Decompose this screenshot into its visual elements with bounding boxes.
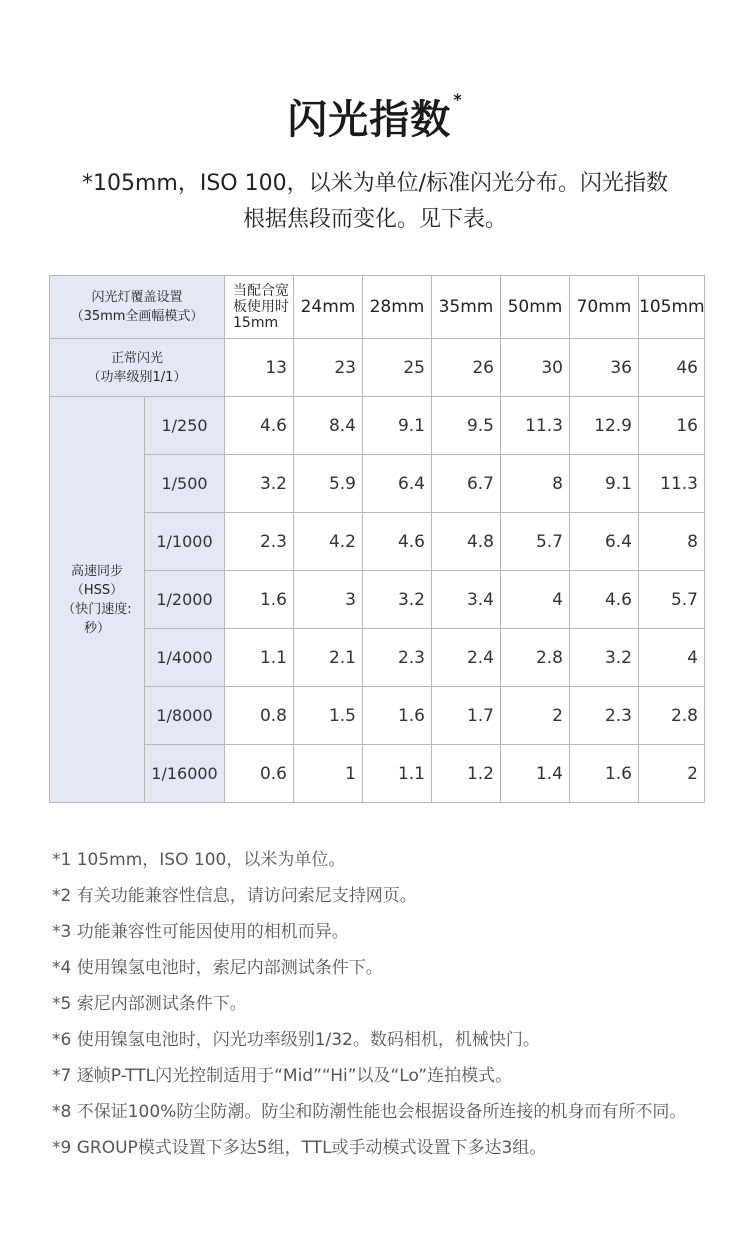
footnote: *5 索尼内部测试条件下。 [52, 994, 247, 1014]
table-cell: 6.7 [432, 455, 501, 513]
table-cell: 4.2 [294, 513, 363, 571]
table-cell: 36 [570, 339, 639, 397]
normal-flash-label [50, 339, 225, 397]
table-header-row [50, 276, 705, 339]
table-cell: 1 [294, 745, 363, 803]
table-cell: 6.4 [570, 513, 639, 571]
table-cell: 1.4 [501, 745, 570, 803]
shutter-speed-cell: 1/250 [145, 397, 225, 455]
table-cell: 1.2 [432, 745, 501, 803]
table-cell: 2 [639, 745, 705, 803]
table-cell: 3.2 [225, 455, 294, 513]
table-cell: 5.9 [294, 455, 363, 513]
table-cell: 26 [432, 339, 501, 397]
table-cell: 9.1 [570, 455, 639, 513]
table-cell: 4.8 [432, 513, 501, 571]
table-cell: 3 [294, 571, 363, 629]
footnote: *4 使用镍氢电池时，索尼内部测试条件下。 [52, 958, 383, 978]
table-cell: 1.6 [570, 745, 639, 803]
footnote: *3 功能兼容性可能因使用的相机而异。 [52, 922, 349, 942]
coverage-header-line-1: 闪光灯覆盖设置 [91, 290, 183, 305]
column-header: 105mm [639, 276, 705, 339]
table-cell: 6.4 [363, 455, 432, 513]
hss-row [50, 687, 705, 745]
table-cell: 1.6 [225, 571, 294, 629]
hss-label [50, 397, 145, 803]
table-cell: 3.4 [432, 571, 501, 629]
table-cell: 2 [501, 687, 570, 745]
table-cell: 4 [639, 629, 705, 687]
normal-flash-row [50, 339, 705, 397]
guide-number-table [49, 275, 705, 803]
table-cell: 2.1 [294, 629, 363, 687]
table-cell: 1.6 [363, 687, 432, 745]
table-cell: 8 [501, 455, 570, 513]
table-cell: 2.3 [363, 629, 432, 687]
normal-flash-label-line-2: （功率级别1/1） [87, 369, 187, 385]
table-cell: 16 [639, 397, 705, 455]
title-footnote-mark: * [453, 90, 463, 109]
footnote: *1 105mm，ISO 100，以米为单位。 [52, 850, 346, 870]
hss-label-line-1: 高速同步 [70, 563, 123, 579]
footnote: *6 使用镍氢电池时，闪光功率级别1/32。数码相机，机械快门。 [52, 1030, 540, 1050]
shutter-speed-cell: 1/16000 [145, 745, 225, 803]
table-cell: 5.7 [501, 513, 570, 571]
footnote: *2 有关功能兼容性信息，请访问索尼支持网页。 [52, 886, 417, 906]
table-cell: 11.3 [639, 455, 705, 513]
footnote: *7 逐帧P-TTL闪光控制适用于“Mid”“Hi”以及“Lo”连拍模式。 [52, 1066, 513, 1086]
hss-label-line-3: （快门速度: [62, 601, 132, 617]
column-header: 70mm [570, 276, 639, 339]
table-cell: 2.4 [432, 629, 501, 687]
coverage-setting-header [50, 276, 225, 339]
table-cell: 46 [639, 339, 705, 397]
table-cell: 23 [294, 339, 363, 397]
footnote: *9 GROUP模式设置下多达5组，TTL或手动模式设置下多达3组。 [52, 1138, 547, 1158]
coverage-header-line-2: （35mm全画幅模式） [70, 309, 204, 324]
column-header: 24mm [294, 276, 363, 339]
shutter-speed-cell: 1/500 [145, 455, 225, 513]
table-cell: 1.7 [432, 687, 501, 745]
table-cell: 25 [363, 339, 432, 397]
table-cell: 1.1 [225, 629, 294, 687]
table-cell: 0.8 [225, 687, 294, 745]
table-cell: 5.7 [639, 571, 705, 629]
column-header: 35mm [432, 276, 501, 339]
footnote: *8 不保证100%防尘防潮。防尘和防潮性能也会根据设备所连接的机身而有所不同。 [52, 1102, 687, 1122]
table-cell: 0.6 [225, 745, 294, 803]
hss-row [50, 455, 705, 513]
hss-row [50, 397, 705, 455]
shutter-speed-cell: 1/1000 [145, 513, 225, 571]
table-cell: 1.5 [294, 687, 363, 745]
table-cell: 8 [639, 513, 705, 571]
hss-row [50, 571, 705, 629]
table-cell: 9.1 [363, 397, 432, 455]
table-cell: 4.6 [225, 397, 294, 455]
title-text: 闪光指数 [287, 97, 452, 143]
subtitle-line-1: *105mm，ISO 100，以米为单位/标准闪光分布。闪光指数 [81, 171, 669, 196]
table-cell: 1.1 [363, 745, 432, 803]
shutter-speed-cell: 1/2000 [145, 571, 225, 629]
hss-row [50, 513, 705, 571]
shutter-speed-cell: 1/4000 [145, 629, 225, 687]
hss-row [50, 745, 705, 803]
normal-flash-label-line-1: 正常闪光 [110, 350, 163, 366]
column-header-15mm: 当配合宽板使用时15mm [225, 276, 294, 339]
shutter-speed-cell: 1/8000 [145, 687, 225, 745]
footnotes [52, 842, 712, 1166]
table-cell: 3.2 [570, 629, 639, 687]
hss-row [50, 629, 705, 687]
subtitle [40, 166, 710, 238]
table-cell: 3.2 [363, 571, 432, 629]
page-title [0, 88, 750, 145]
table-cell: 2.8 [501, 629, 570, 687]
table-cell: 2.3 [225, 513, 294, 571]
table-cell: 30 [501, 339, 570, 397]
table-cell: 13 [225, 339, 294, 397]
table-cell: 2.8 [639, 687, 705, 745]
column-header: 50mm [501, 276, 570, 339]
table-cell: 12.9 [570, 397, 639, 455]
subtitle-line-2: 根据焦段而变化。见下表。 [242, 207, 507, 232]
column-header: 28mm [363, 276, 432, 339]
table-cell: 11.3 [501, 397, 570, 455]
table-cell: 4 [501, 571, 570, 629]
table-cell: 9.5 [432, 397, 501, 455]
hss-label-line-2: （HSS） [70, 582, 124, 598]
table-cell: 4.6 [363, 513, 432, 571]
table-cell: 2.3 [570, 687, 639, 745]
table-cell: 8.4 [294, 397, 363, 455]
table-cell: 4.6 [570, 571, 639, 629]
hss-label-line-4: 秒） [83, 620, 110, 636]
